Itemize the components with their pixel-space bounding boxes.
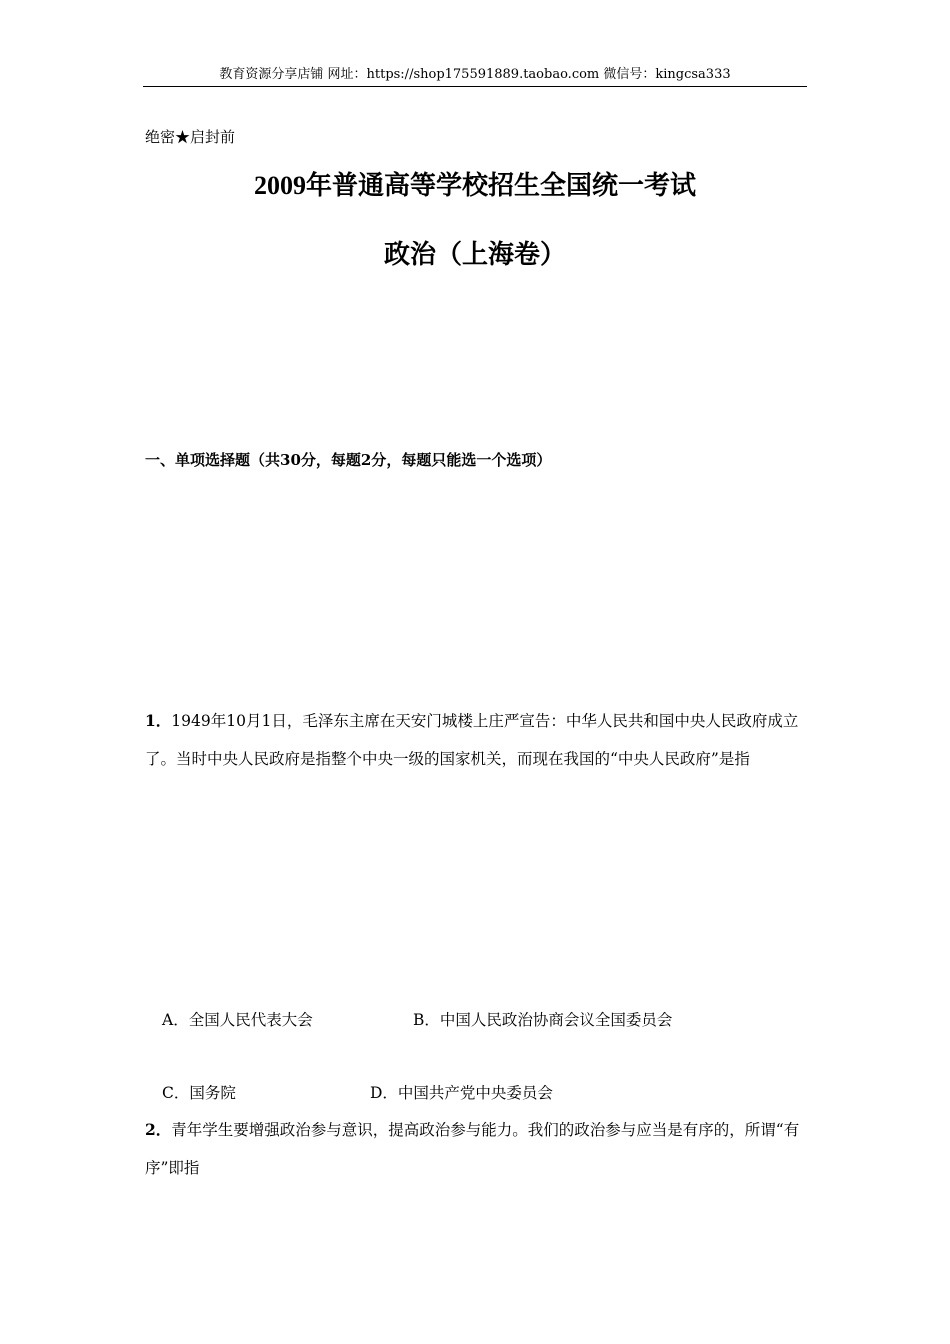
question-text: 1949年10月1日，毛泽东主席在天安门城楼上庄严宣告：中华人民共和国中央人民政府成立了。当时中央人民政府是指整个中央一级的国家机关，而现在我国的“中央人民政府”是指 [145, 712, 799, 768]
question-2 [145, 1111, 807, 1187]
confidential-label: 绝密★启封前 [145, 128, 236, 146]
question-number: 1． [145, 711, 172, 730]
section-heading: 一、单项选择题（共30分，每题2分，每题只能选一个选项） [145, 451, 552, 469]
option-a: A．全国人民代表大会 [162, 1011, 313, 1029]
option-d: D．中国共产党中央委员会 [370, 1084, 553, 1102]
exam-title: 2009年普通高等学校招生全国统一考试 [253, 171, 696, 200]
header-divider [143, 86, 807, 87]
question-number: 2． [145, 1120, 172, 1139]
question-1 [145, 702, 807, 778]
option-c: C．国务院 [162, 1084, 236, 1102]
option-b: B．中国人民政治协商会议全国委员会 [413, 1011, 673, 1029]
exam-subtitle: 政治（上海卷） [383, 240, 566, 269]
page-header: 教育资源分享店铺 网址：https://shop175591889.taobao.com 微信号：kingcsa333 [219, 67, 731, 82]
question-text: 青年学生要增强政治参与意识，提高政治参与能力。我们的政治参与应当是有序的，所谓“有序”即指 [145, 1121, 800, 1177]
